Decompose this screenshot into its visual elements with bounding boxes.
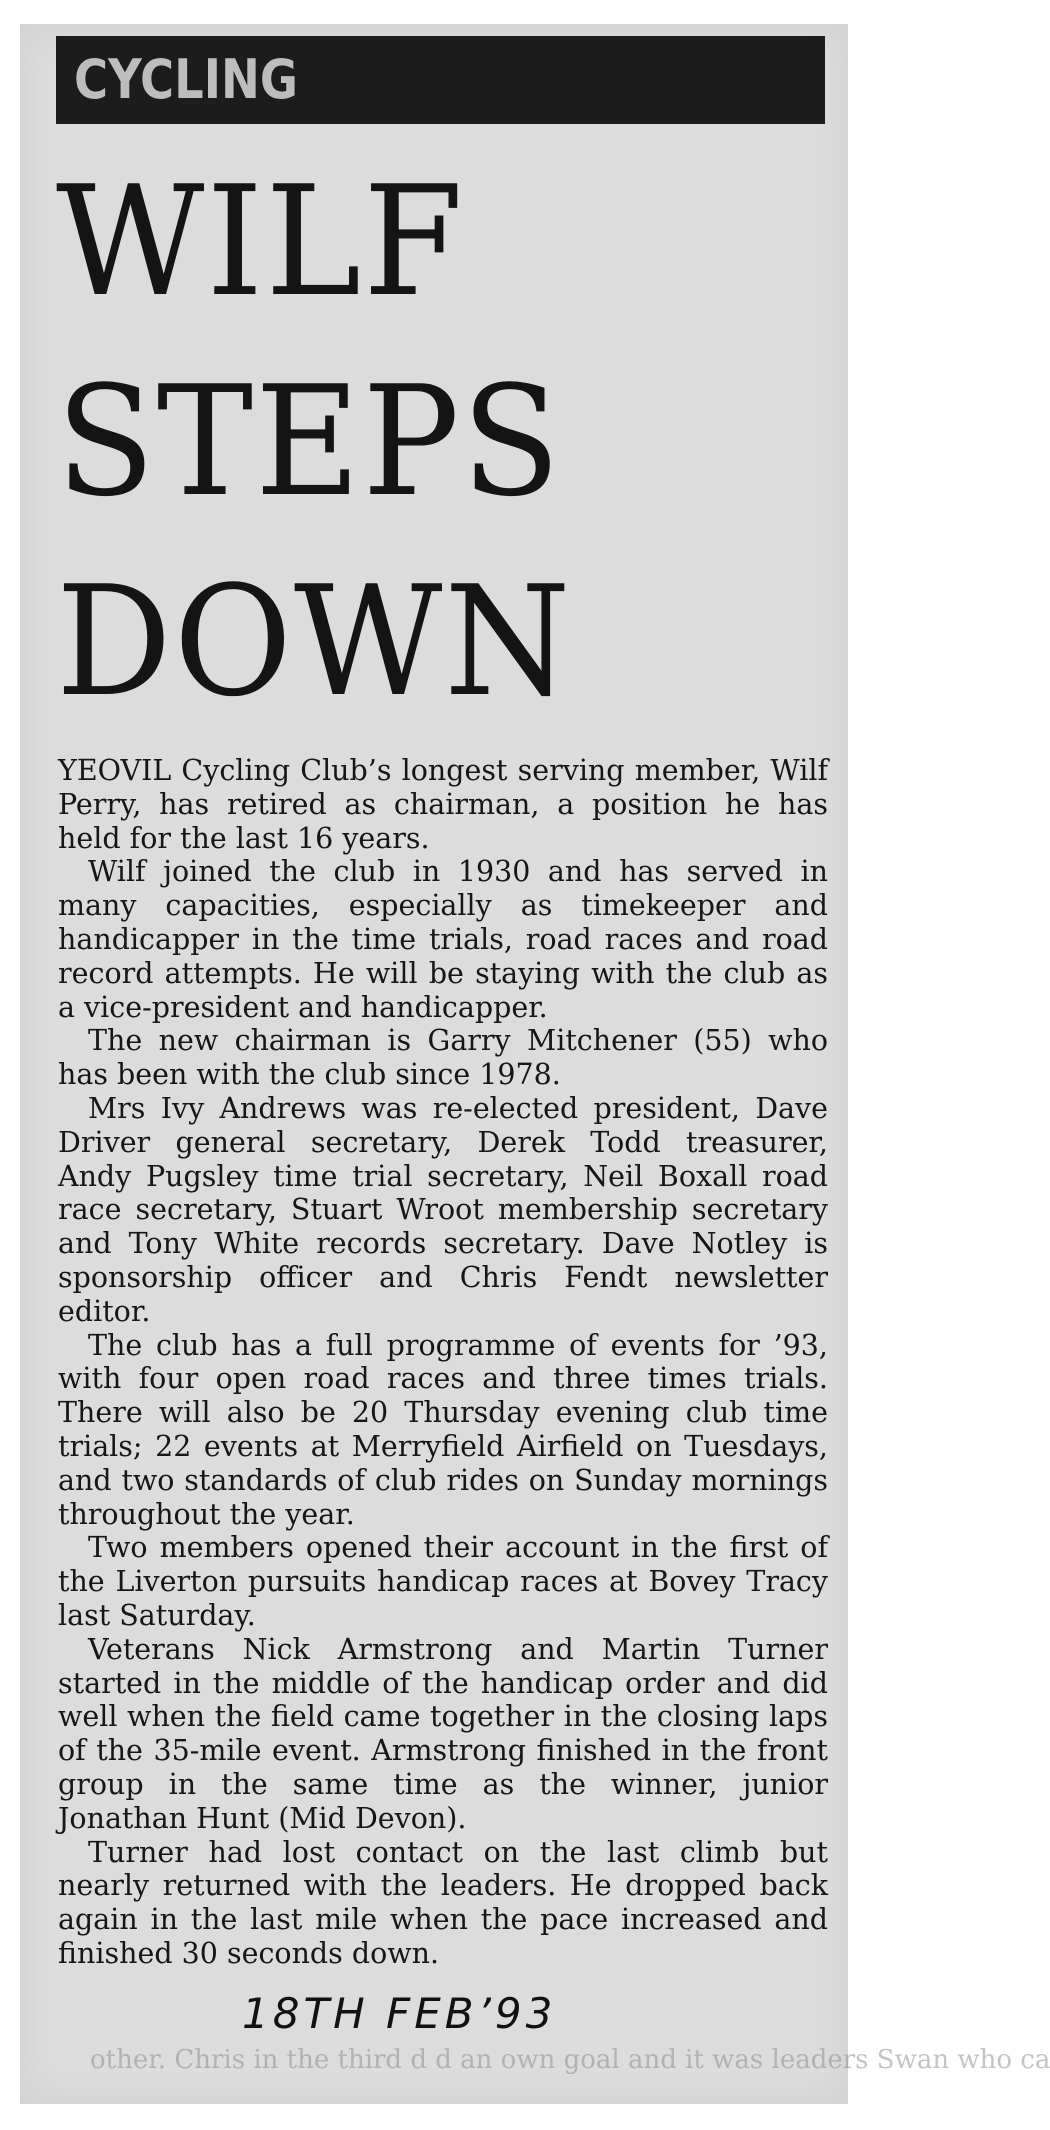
article-paragraph: Mrs Ivy Andrews was re-elected president, Dave Driver general secretary, Derek Todd treasurer, Andy Pugsley time trial secretary, Neil Boxall road race secretary, Stuart Wroot membership secretary and Tony White records secretary. Dave Notley is sponsorship officer and Chris Fendt newsletter editor. — [58, 1091, 828, 1328]
article-paragraph: Turner had lost contact on the last climb but nearly returned with the leaders. He dropped back again in the last mile when the pace increased and finished 30 seconds down. — [58, 1835, 828, 1970]
article-paragraph: YEOVIL Cycling Club’s longest serving member, Wilf Perry, has retired as chairman, a position he has held for the last 16 years. — [58, 754, 828, 855]
headline-line-3: DOWN — [56, 553, 573, 730]
section-banner — [56, 36, 825, 124]
handwritten-date: 18TH FEB’93 — [242, 1989, 557, 2038]
article-paragraph: Two members opened their account in the first of the Liverton pursuits handicap races at Bovey Tracy last Saturday. — [58, 1531, 828, 1632]
article-paragraph: Veterans Nick Armstrong and Martin Turner started in the middle of the handicap order and did well when the field came together in the closing laps of the 35-mile event. Armstrong finished in the front group in the same time as the winner, junior Jonathan Hunt (Mid Devon). — [58, 1632, 828, 1835]
headline — [56, 142, 573, 742]
newspaper-clipping — [20, 24, 1050, 2104]
headline-line-2: STEPS — [56, 353, 563, 530]
section-label: CYCLING — [74, 48, 299, 111]
article-paragraph: The club has a full programme of events for ’93, with four open road races and three times trials. There will also be 20 Thursday evening club time trials; 22 events at Merryfield Airfield on Tuesdays, and two standards of club rides on Sunday mornings throughout the year. — [58, 1328, 828, 1531]
article-body — [58, 754, 828, 1971]
headline-line-1: WILF — [56, 153, 466, 330]
article-paragraph: The new chairman is Garry Mitchener (55) who has been with the club since 1978. — [58, 1024, 828, 1092]
bleed-through-text: other. Chris in the third d d an own goal and it was leaders Swan who ca — [90, 2045, 1050, 2075]
article-paragraph: Wilf joined the club in 1930 and has served in many capacities, especially as timekeeper and handicapper in the time trials, road races and road record attempts. He will be staying with the club as a vice-president and handicapper. — [58, 855, 828, 1024]
